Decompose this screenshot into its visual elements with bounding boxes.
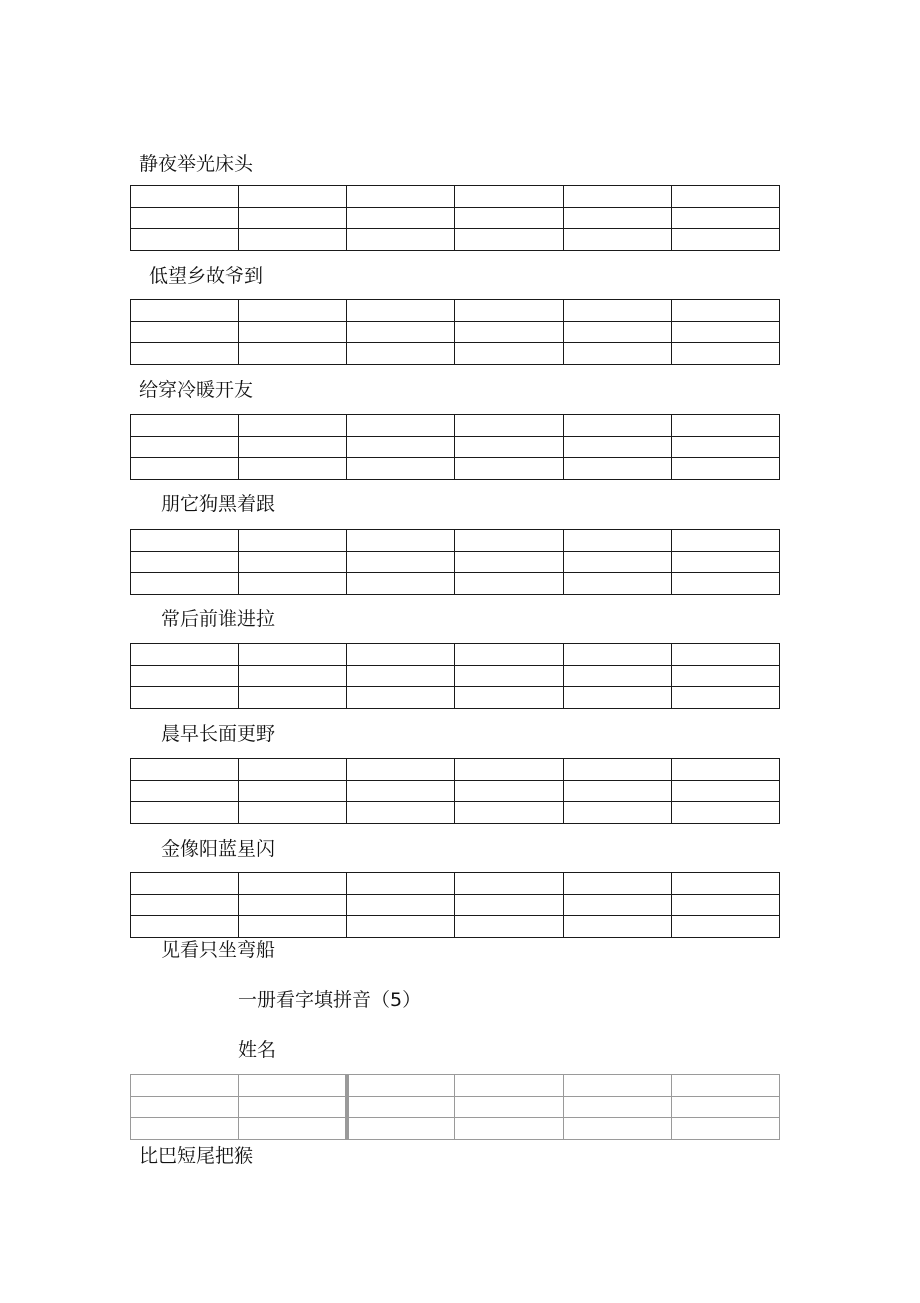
grid-row [131, 780, 780, 802]
grid-row [131, 343, 780, 365]
grid-cell[interactable] [455, 644, 563, 666]
student-name-label: 姓名 [238, 1039, 277, 1061]
grid-cell[interactable] [347, 415, 455, 437]
grid-cell[interactable] [455, 530, 563, 552]
grid-cell[interactable] [671, 321, 779, 343]
grid-cell[interactable] [671, 665, 779, 687]
grid-cell[interactable] [239, 894, 347, 916]
grid-row [131, 916, 780, 938]
grid-row [131, 415, 780, 437]
grid-cell[interactable] [563, 343, 671, 365]
word-group-label: 晨早长面更野 [161, 723, 276, 745]
grid-cell[interactable] [455, 573, 563, 595]
pinyin-grid [130, 529, 780, 595]
grid-cell[interactable] [671, 802, 779, 824]
grid-cell[interactable] [239, 436, 347, 458]
grid-cell[interactable] [671, 207, 779, 229]
worksheet-title: 一册看字填拼音（5） [238, 989, 422, 1011]
grid-cell[interactable] [347, 1118, 455, 1140]
grid-cell[interactable] [131, 551, 239, 573]
grid-cell[interactable] [563, 916, 671, 938]
grid-cell[interactable] [131, 802, 239, 824]
word-group-label: 比巴短尾把猴 [139, 1145, 254, 1167]
grid-cell[interactable] [131, 1096, 239, 1118]
grid-row [131, 321, 780, 343]
grid-cell[interactable] [347, 186, 455, 208]
grid-cell[interactable] [239, 687, 347, 709]
grid-row [131, 1096, 780, 1118]
grid-cell[interactable] [239, 665, 347, 687]
grid-cell[interactable] [455, 759, 563, 781]
grid-cell[interactable] [563, 873, 671, 895]
grid-row [131, 207, 780, 229]
grid-cell[interactable] [347, 873, 455, 895]
grid-cell[interactable] [671, 780, 779, 802]
grid-cell[interactable] [347, 300, 455, 322]
pinyin-grid [130, 414, 780, 480]
grid-cell[interactable] [131, 436, 239, 458]
grid-cell[interactable] [671, 1096, 779, 1118]
grid-cell[interactable] [563, 802, 671, 824]
grid-cell[interactable] [455, 665, 563, 687]
grid-cell[interactable] [239, 207, 347, 229]
grid-cell[interactable] [347, 551, 455, 573]
grid-cell[interactable] [563, 551, 671, 573]
word-group-label: 给穿冷暖开友 [139, 379, 254, 401]
grid-cell[interactable] [347, 916, 455, 938]
grid-cell[interactable] [131, 573, 239, 595]
grid-cell[interactable] [239, 573, 347, 595]
grid-cell[interactable] [347, 573, 455, 595]
grid-cell[interactable] [455, 802, 563, 824]
grid-row [131, 229, 780, 251]
grid-cell[interactable] [671, 415, 779, 437]
grid-cell[interactable] [563, 573, 671, 595]
grid-cell[interactable] [455, 1096, 563, 1118]
grid-cell[interactable] [347, 458, 455, 480]
grid-cell[interactable] [563, 759, 671, 781]
grid-cell[interactable] [347, 802, 455, 824]
grid-cell[interactable] [563, 665, 671, 687]
word-group-label: 常后前谁进拉 [161, 608, 276, 630]
pinyin-grid [130, 872, 780, 938]
grid-cell[interactable] [455, 1118, 563, 1140]
pinyin-grid [130, 185, 780, 251]
grid-cell[interactable] [671, 573, 779, 595]
grid-cell[interactable] [563, 415, 671, 437]
pinyin-grid [130, 758, 780, 824]
grid-cell[interactable] [563, 894, 671, 916]
grid-row [131, 873, 780, 895]
grid-cell[interactable] [131, 665, 239, 687]
grid-cell[interactable] [347, 436, 455, 458]
grid-cell[interactable] [455, 894, 563, 916]
grid-cell[interactable] [455, 687, 563, 709]
grid-cell[interactable] [239, 551, 347, 573]
grid-cell[interactable] [455, 916, 563, 938]
grid-cell[interactable] [131, 916, 239, 938]
grid-cell[interactable] [455, 343, 563, 365]
grid-cell[interactable] [563, 186, 671, 208]
grid-cell[interactable] [239, 300, 347, 322]
grid-cell[interactable] [239, 1118, 347, 1140]
grid-row [131, 759, 780, 781]
grid-cell[interactable] [563, 1118, 671, 1140]
grid-cell[interactable] [347, 665, 455, 687]
grid-cell[interactable] [347, 207, 455, 229]
word-group-label: 朋它狗黑着跟 [161, 493, 276, 515]
grid-cell[interactable] [347, 321, 455, 343]
grid-cell[interactable] [563, 300, 671, 322]
grid-cell[interactable] [455, 780, 563, 802]
grid-cell[interactable] [239, 458, 347, 480]
word-group-label: 金像阳蓝星闪 [161, 838, 276, 860]
word-group-label: 见看只坐弯船 [161, 939, 276, 961]
grid-cell[interactable] [239, 1075, 347, 1097]
grid-cell[interactable] [563, 458, 671, 480]
grid-cell[interactable] [239, 343, 347, 365]
grid-cell[interactable] [239, 321, 347, 343]
grid-cell[interactable] [347, 530, 455, 552]
grid-row [131, 436, 780, 458]
grid-cell[interactable] [563, 780, 671, 802]
grid-cell[interactable] [563, 1075, 671, 1097]
grid-row [131, 894, 780, 916]
grid-cell[interactable] [455, 186, 563, 208]
grid-cell[interactable] [455, 229, 563, 251]
pinyin-grid [130, 1074, 780, 1140]
grid-cell[interactable] [671, 916, 779, 938]
grid-cell[interactable] [131, 894, 239, 916]
grid-cell[interactable] [347, 759, 455, 781]
grid-cell[interactable] [239, 415, 347, 437]
grid-cell[interactable] [347, 229, 455, 251]
pinyin-grid [130, 299, 780, 365]
grid-row [131, 573, 780, 595]
grid-cell[interactable] [131, 321, 239, 343]
grid-cell[interactable] [239, 1096, 347, 1118]
grid-cell[interactable] [671, 1118, 779, 1140]
grid-cell[interactable] [671, 551, 779, 573]
grid-cell[interactable] [455, 436, 563, 458]
grid-cell[interactable] [671, 186, 779, 208]
grid-cell[interactable] [455, 321, 563, 343]
grid-cell[interactable] [563, 321, 671, 343]
word-group-label: 低望乡故爷到 [149, 265, 264, 287]
grid-cell[interactable] [131, 458, 239, 480]
grid-cell[interactable] [563, 644, 671, 666]
grid-cell[interactable] [239, 186, 347, 208]
grid-cell[interactable] [131, 1118, 239, 1140]
grid-cell[interactable] [131, 343, 239, 365]
grid-cell[interactable] [671, 300, 779, 322]
grid-cell[interactable] [671, 436, 779, 458]
grid-cell[interactable] [131, 300, 239, 322]
grid-cell[interactable] [131, 687, 239, 709]
grid-cell[interactable] [455, 300, 563, 322]
grid-cell[interactable] [347, 687, 455, 709]
pinyin-grid [130, 643, 780, 709]
grid-cell[interactable] [239, 780, 347, 802]
grid-cell[interactable] [455, 207, 563, 229]
grid-cell[interactable] [455, 458, 563, 480]
grid-cell[interactable] [563, 530, 671, 552]
grid-row [131, 458, 780, 480]
grid-row [131, 687, 780, 709]
grid-cell[interactable] [455, 1075, 563, 1097]
grid-cell[interactable] [239, 644, 347, 666]
grid-row [131, 186, 780, 208]
grid-cell[interactable] [347, 343, 455, 365]
grid-cell[interactable] [347, 1075, 455, 1097]
grid-cell[interactable] [239, 916, 347, 938]
grid-cell[interactable] [131, 207, 239, 229]
grid-row [131, 665, 780, 687]
grid-cell[interactable] [239, 229, 347, 251]
grid-cell[interactable] [239, 802, 347, 824]
grid-cell[interactable] [563, 1096, 671, 1118]
grid-cell[interactable] [671, 229, 779, 251]
grid-row [131, 300, 780, 322]
grid-cell[interactable] [239, 759, 347, 781]
grid-cell[interactable] [239, 530, 347, 552]
grid-cell[interactable] [131, 759, 239, 781]
grid-cell[interactable] [563, 207, 671, 229]
grid-row [131, 1118, 780, 1140]
grid-cell[interactable] [131, 186, 239, 208]
grid-cell[interactable] [347, 644, 455, 666]
grid-cell[interactable] [671, 644, 779, 666]
grid-cell[interactable] [131, 415, 239, 437]
grid-cell[interactable] [131, 644, 239, 666]
grid-row [131, 1075, 780, 1097]
grid-row [131, 802, 780, 824]
grid-row [131, 551, 780, 573]
grid-cell[interactable] [347, 1096, 455, 1118]
grid-cell[interactable] [347, 780, 455, 802]
grid-cell[interactable] [347, 894, 455, 916]
grid-cell[interactable] [239, 873, 347, 895]
grid-cell[interactable] [671, 894, 779, 916]
grid-cell[interactable] [671, 873, 779, 895]
grid-cell[interactable] [563, 436, 671, 458]
grid-cell[interactable] [671, 458, 779, 480]
grid-cell[interactable] [131, 530, 239, 552]
grid-cell[interactable] [671, 687, 779, 709]
grid-row [131, 530, 780, 552]
grid-cell[interactable] [563, 687, 671, 709]
grid-cell[interactable] [131, 873, 239, 895]
grid-cell[interactable] [455, 415, 563, 437]
grid-cell[interactable] [671, 343, 779, 365]
grid-cell[interactable] [131, 1075, 239, 1097]
grid-cell[interactable] [455, 551, 563, 573]
grid-cell[interactable] [671, 1075, 779, 1097]
grid-cell[interactable] [671, 530, 779, 552]
grid-cell[interactable] [455, 873, 563, 895]
grid-row [131, 644, 780, 666]
grid-cell[interactable] [131, 780, 239, 802]
grid-cell[interactable] [563, 229, 671, 251]
grid-cell[interactable] [131, 229, 239, 251]
word-group-label: 静夜举光床头 [139, 153, 254, 175]
grid-cell[interactable] [671, 759, 779, 781]
